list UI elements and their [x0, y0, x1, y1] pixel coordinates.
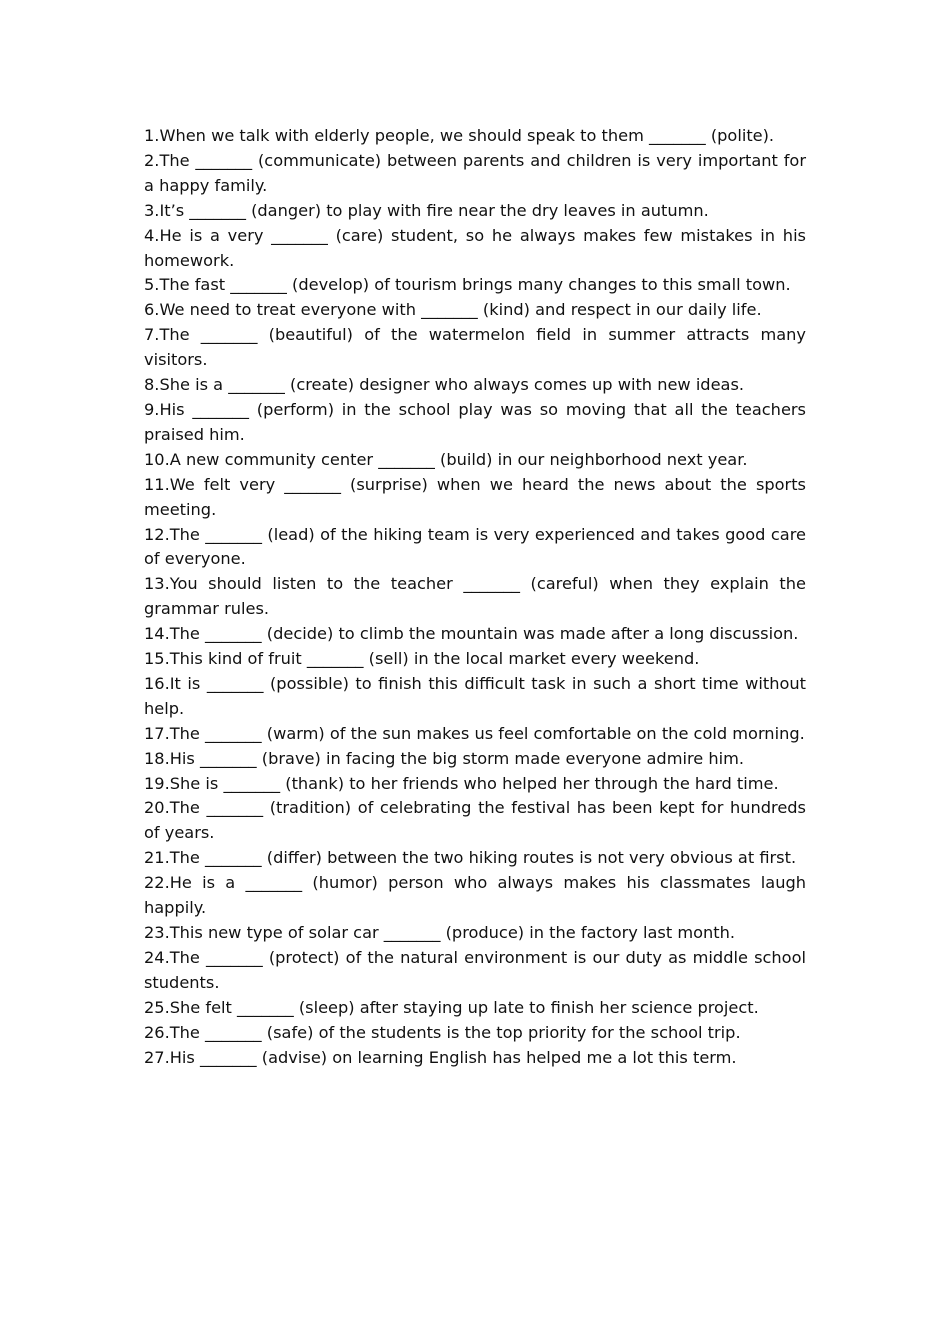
- question-25: 25.She felt _______ (sleep) after staying up late to finish her science project.: [144, 997, 759, 1017]
- question-27: 27.His _______ (advise) on learning English has helped me a lot this term.: [144, 1047, 737, 1067]
- exercise-list: [144, 124, 806, 1070]
- question-11: 11.We felt very _______ (surprise) when we heard the news about the sports meeting.: [144, 474, 806, 519]
- question-9: 9.His _______ (perform) in the school play was so moving that all the teachers praised him.: [144, 399, 806, 444]
- question-6: 6.We need to treat everyone with _______ (kind) and respect in our daily life.: [144, 300, 762, 320]
- question-14: 14.The _______ (decide) to climb the mountain was made after a long discussion.: [144, 624, 799, 644]
- question-16: 16.It is _______ (possible) to finish this difficult task in such a short time without help.: [144, 673, 806, 718]
- question-4: 4.He is a very _______ (care) student, so he always makes few mistakes in his homework.: [144, 225, 806, 270]
- question-24: 24.The _______ (protect) of the natural environment is our duty as middle school students.: [144, 947, 806, 992]
- question-7: 7.The _______ (beautiful) of the watermelon field in summer attracts many visitors.: [144, 325, 806, 370]
- question-1: 1.When we talk with elderly people, we should speak to them _______ (polite).: [144, 126, 775, 145]
- question-8: 8.She is a _______ (create) designer who always comes up with new ideas.: [144, 375, 745, 395]
- question-23: 23.This new type of solar car _______ (produce) in the factory last month.: [144, 923, 736, 942]
- question-22: 22.He is a _______ (humor) person who always makes his classmates laugh happily.: [144, 873, 806, 918]
- question-20: 20.The _______ (tradition) of celebrating the festival has been kept for hundreds of years.: [144, 798, 806, 843]
- question-13: 13.You should listen to the teacher _______ (careful) when they explain the grammar rules.: [144, 574, 806, 619]
- question-3: 3.It’s _______ (danger) to play with fire near the dry leaves in autumn.: [144, 200, 709, 220]
- question-19: 19.She is _______ (thank) to her friends who helped her through the hard time.: [144, 773, 779, 793]
- question-26: 26.The _______ (safe) of the students is the top priority for the school trip.: [144, 1022, 741, 1042]
- question-10: 10.A new community center _______ (build) in our neighborhood next year.: [144, 449, 748, 469]
- question-18: 18.His _______ (brave) in facing the big storm made everyone admire him.: [144, 748, 745, 768]
- question-17: 17.The _______ (warm) of the sun makes us feel comfortable on the cold morning.: [144, 723, 805, 743]
- question-5: 5.The fast _______ (develop) of tourism brings many changes to this small town.: [144, 275, 791, 295]
- question-15: 15.This kind of fruit _______ (sell) in the local market every weekend.: [144, 649, 700, 669]
- question-21: 21.The _______ (differ) between the two hiking routes is not very obvious at first.: [144, 848, 797, 868]
- question-2: 2.The _______ (communicate) between parents and children is very important for a happy family.: [144, 150, 806, 195]
- question-12: 12.The _______ (lead) of the hiking team is very experienced and takes good care of everyone.: [144, 524, 806, 569]
